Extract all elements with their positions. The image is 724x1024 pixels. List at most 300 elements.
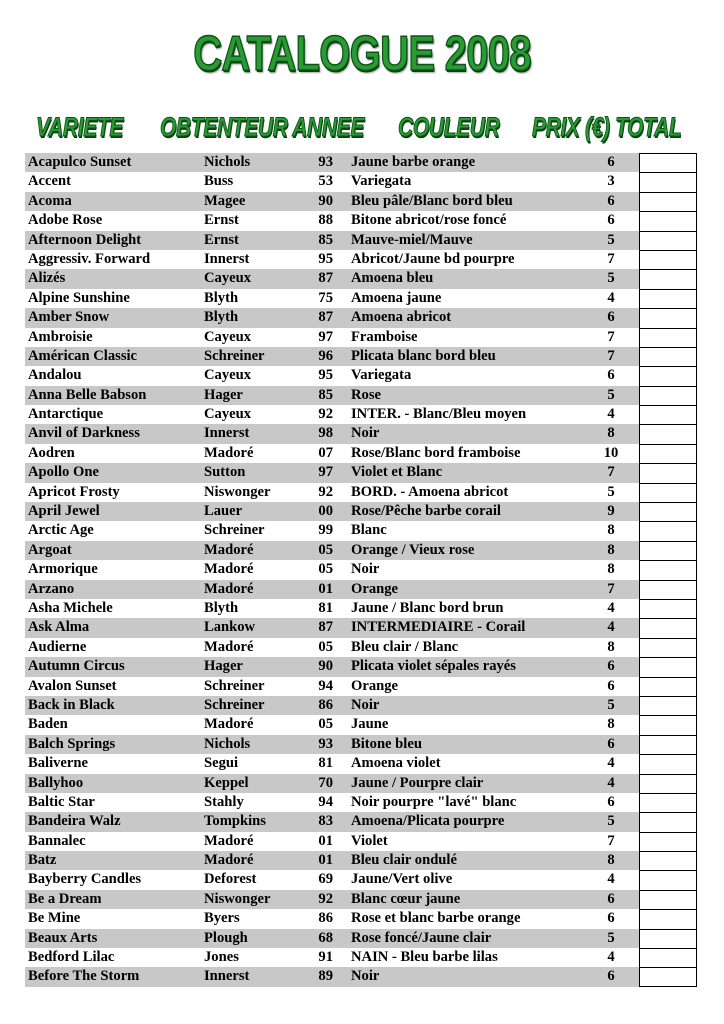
prix-cell: 4 <box>607 755 615 772</box>
variete-cell: Antarctique <box>28 406 104 423</box>
header-couleur: COULEUR <box>398 112 500 142</box>
prix-cell: 6 <box>607 890 615 907</box>
variete-cell: Andalou <box>28 367 82 384</box>
annee-cell: 90 <box>318 658 333 675</box>
variete-cell: Armorique <box>28 561 98 578</box>
couleur-cell: Violet <box>351 832 388 849</box>
couleur-cell: Blanc cœur jaune <box>351 890 461 907</box>
annee-cell: 01 <box>318 580 333 597</box>
variete-cell: Arctic Age <box>28 522 94 539</box>
annee-cell: 89 <box>318 968 333 985</box>
variete-cell: Batz <box>28 852 57 869</box>
annee-cell: 90 <box>318 192 333 209</box>
obtenteur-cell: Madoré <box>204 852 254 869</box>
obtenteur-cell: Lauer <box>204 503 243 520</box>
obtenteur-cell: Nichols <box>204 154 251 170</box>
prix-cell: 4 <box>607 289 615 306</box>
prix-cell: 5 <box>607 270 615 287</box>
prix-cell: 4 <box>607 774 615 791</box>
annee-cell: 01 <box>318 832 333 849</box>
total-input-box[interactable] <box>639 870 697 889</box>
variete-cell: Anvil of Darkness <box>28 425 140 442</box>
total-input-box[interactable] <box>639 560 697 579</box>
annee-cell: 91 <box>318 949 333 966</box>
couleur-cell: NAIN - Bleu barbe lilas <box>351 949 498 966</box>
prix-cell: 6 <box>607 154 615 170</box>
obtenteur-cell: Blyth <box>204 289 239 306</box>
table-row <box>25 172 699 191</box>
total-input-box[interactable] <box>639 444 697 463</box>
prix-cell: 5 <box>607 813 615 830</box>
total-input-box[interactable] <box>639 405 697 424</box>
obtenteur-cell: Keppel <box>204 774 249 791</box>
variete-cell: Ask Alma <box>28 619 90 636</box>
total-input-box[interactable] <box>639 929 697 948</box>
couleur-cell: Abricot/Jaune bd pourpre <box>351 250 515 267</box>
total-input-box[interactable] <box>639 909 697 928</box>
couleur-cell: Rose <box>351 386 381 403</box>
obtenteur-cell: Ernst <box>204 231 239 248</box>
couleur-cell: Bleu clair ondulé <box>351 852 457 869</box>
annee-cell: 88 <box>318 212 333 229</box>
annee-cell: 92 <box>318 406 333 423</box>
obtenteur-cell: Madoré <box>204 580 254 597</box>
obtenteur-cell: Schreiner <box>204 696 265 713</box>
table-row <box>25 812 699 831</box>
prix-cell: 6 <box>607 309 615 326</box>
annee-cell: 87 <box>318 270 333 287</box>
table-row <box>25 211 699 230</box>
table-row <box>25 541 699 560</box>
prix-cell: 10 <box>603 444 619 461</box>
annee-cell: 95 <box>318 250 333 267</box>
total-input-box[interactable] <box>639 192 697 211</box>
obtenteur-cell: Madoré <box>204 444 254 461</box>
couleur-cell: Orange / Vieux rose <box>351 541 475 558</box>
total-input-box[interactable] <box>639 890 697 909</box>
total-input-box[interactable] <box>639 754 697 773</box>
table-row <box>25 405 699 424</box>
table-row <box>25 638 699 657</box>
obtenteur-cell: Madoré <box>204 561 254 578</box>
annee-cell: 85 <box>318 386 333 403</box>
total-input-box[interactable] <box>639 250 697 269</box>
prix-cell: 6 <box>607 212 615 229</box>
catalogue-title: CATALOGUE 2008 <box>193 27 531 81</box>
annee-cell: 87 <box>318 619 333 636</box>
couleur-cell: Jaune / Pourpre clair <box>351 774 484 791</box>
total-input-box[interactable] <box>639 735 697 754</box>
total-input-box[interactable] <box>639 463 697 482</box>
total-input-box[interactable] <box>639 657 697 676</box>
prix-cell: 5 <box>607 929 615 946</box>
total-input-box[interactable] <box>639 832 697 851</box>
annee-cell: 86 <box>318 696 333 713</box>
prix-cell: 7 <box>607 464 615 481</box>
annee-cell: 00 <box>318 503 333 520</box>
annee-cell: 70 <box>318 774 333 791</box>
table-row <box>25 754 699 773</box>
variete-cell: Bedford Lilac <box>28 949 115 966</box>
obtenteur-cell: Sutton <box>204 464 246 481</box>
couleur-cell: Orange <box>351 677 399 694</box>
prix-cell: 8 <box>607 522 615 539</box>
table-row <box>25 735 699 754</box>
variete-cell: Back in Black <box>28 696 115 713</box>
annee-cell: 68 <box>318 929 333 946</box>
total-input-box[interactable] <box>639 289 697 308</box>
variete-cell: Baden <box>28 716 68 733</box>
table-row <box>25 386 699 405</box>
total-input-box[interactable] <box>639 793 697 812</box>
annee-cell: 92 <box>318 483 333 500</box>
total-input-box[interactable] <box>639 483 697 502</box>
variete-cell: Audierne <box>28 638 87 655</box>
obtenteur-cell: Plough <box>204 929 248 946</box>
table-row <box>25 308 699 327</box>
obtenteur-cell: Lankow <box>204 619 256 636</box>
total-input-box[interactable] <box>639 638 697 657</box>
obtenteur-cell: Blyth <box>204 309 239 326</box>
annee-cell: 81 <box>318 755 333 772</box>
total-input-box[interactable] <box>639 308 697 327</box>
obtenteur-cell: Hager <box>204 386 243 403</box>
annee-cell: 05 <box>318 638 333 655</box>
variete-cell: Adobe Rose <box>28 212 103 229</box>
annee-cell: 95 <box>318 367 333 384</box>
table-row <box>25 870 699 889</box>
annee-cell: 05 <box>318 561 333 578</box>
couleur-cell: Bleu pâle/Blanc bord bleu <box>351 192 513 209</box>
annee-cell: 81 <box>318 599 333 616</box>
variete-cell: Bandeira Walz <box>28 813 121 830</box>
annee-cell: 05 <box>318 541 333 558</box>
prix-cell: 8 <box>607 561 615 578</box>
annee-cell: 99 <box>318 522 333 539</box>
table-row <box>25 890 699 909</box>
header-prix-total: PRIX (€) TOTAL <box>532 112 682 142</box>
prix-cell: 8 <box>607 638 615 655</box>
annee-cell: 85 <box>318 231 333 248</box>
total-input-box[interactable] <box>639 599 697 618</box>
couleur-cell: Blanc <box>351 522 387 539</box>
variete-cell: Anna Belle Babson <box>28 386 147 403</box>
annee-cell: 05 <box>318 716 333 733</box>
prix-cell: 6 <box>607 658 615 675</box>
annee-cell: 97 <box>318 464 333 481</box>
table-row <box>25 289 699 308</box>
table-row <box>25 521 699 540</box>
variete-cell: Asha Michele <box>28 599 113 616</box>
couleur-cell: Variegata <box>351 173 412 190</box>
total-input-box[interactable] <box>639 347 697 366</box>
table-row <box>25 269 699 288</box>
total-input-box[interactable] <box>639 677 697 696</box>
variete-cell: Argoat <box>28 541 72 558</box>
total-input-box[interactable] <box>639 812 697 831</box>
obtenteur-cell: Ernst <box>204 212 239 229</box>
total-input-box[interactable] <box>639 580 697 599</box>
table-row <box>25 328 699 347</box>
obtenteur-cell: Cayeux <box>204 328 252 345</box>
obtenteur-cell: Schreiner <box>204 347 265 364</box>
annee-cell: 93 <box>318 735 333 752</box>
annee-cell: 93 <box>318 154 333 170</box>
obtenteur-cell: Tompkins <box>204 813 266 830</box>
couleur-cell: Noir <box>351 696 380 713</box>
couleur-cell: Amoena jaune <box>351 289 442 306</box>
variete-cell: Baltic Star <box>28 793 95 810</box>
couleur-cell: Violet et Blanc <box>351 464 443 481</box>
couleur-cell: Amoena abricot <box>351 309 452 326</box>
annee-cell: 83 <box>318 813 333 830</box>
total-input-box[interactable] <box>639 502 697 521</box>
prix-cell: 5 <box>607 231 615 248</box>
variete-cell: Alpine Sunshine <box>28 289 130 306</box>
obtenteur-cell: Blyth <box>204 599 239 616</box>
prix-cell: 8 <box>607 541 615 558</box>
prix-cell: 5 <box>607 386 615 403</box>
obtenteur-cell: Cayeux <box>204 270 252 287</box>
couleur-cell: Jaune barbe orange <box>351 154 476 170</box>
prix-cell: 7 <box>607 832 615 849</box>
table-row <box>25 347 699 366</box>
couleur-cell: Amoena/Plicata pourpre <box>351 813 505 830</box>
obtenteur-cell: Jones <box>204 949 239 966</box>
obtenteur-cell: Buss <box>204 173 234 190</box>
couleur-cell: Framboise <box>351 328 418 345</box>
obtenteur-cell: Madoré <box>204 716 254 733</box>
prix-cell: 4 <box>607 949 615 966</box>
table-row <box>25 444 699 463</box>
variete-cell: Beaux Arts <box>28 929 98 946</box>
annee-cell: 07 <box>318 444 333 461</box>
total-input-box[interactable] <box>639 948 697 967</box>
variete-cell: Apricot Frosty <box>28 483 120 500</box>
annee-cell: 87 <box>318 309 333 326</box>
total-input-box[interactable] <box>639 774 697 793</box>
table-row <box>25 929 699 948</box>
prix-cell: 4 <box>607 871 615 888</box>
total-input-box[interactable] <box>639 521 697 540</box>
obtenteur-cell: Magee <box>204 192 246 209</box>
total-input-box[interactable] <box>639 696 697 715</box>
obtenteur-cell: Cayeux <box>204 406 252 423</box>
table-row <box>25 657 699 676</box>
table-row <box>25 715 699 734</box>
prix-cell: 3 <box>607 173 615 190</box>
variete-cell: Alizés <box>28 270 66 287</box>
couleur-cell: Noir <box>351 968 380 985</box>
couleur-cell: BORD. - Amoena abricot <box>351 483 509 500</box>
annee-cell: 92 <box>318 890 333 907</box>
prix-cell: 7 <box>607 328 615 345</box>
obtenteur-cell: Niswonger <box>204 483 271 500</box>
obtenteur-cell: Madoré <box>204 638 254 655</box>
total-input-box[interactable] <box>639 328 697 347</box>
annee-cell: 86 <box>318 910 333 927</box>
total-input-box[interactable] <box>639 541 697 560</box>
obtenteur-cell: Cayeux <box>204 367 252 384</box>
table-row <box>25 774 699 793</box>
prix-cell: 9 <box>607 503 615 520</box>
annee-cell: 98 <box>318 425 333 442</box>
total-input-box[interactable] <box>639 269 697 288</box>
obtenteur-cell: Niswonger <box>204 890 271 907</box>
annee-cell: 75 <box>318 289 333 306</box>
annee-cell: 94 <box>318 793 333 810</box>
table-row <box>25 153 699 172</box>
annee-cell: 53 <box>318 173 333 190</box>
couleur-cell: Bleu clair / Blanc <box>351 638 459 655</box>
annee-cell: 69 <box>318 871 333 888</box>
variete-cell: Balch Springs <box>28 735 116 752</box>
total-input-box[interactable] <box>639 386 697 405</box>
couleur-cell: Noir <box>351 561 380 578</box>
couleur-cell: Bitone abricot/rose foncé <box>351 212 507 229</box>
annee-cell: 96 <box>318 347 333 364</box>
annee-cell: 01 <box>318 852 333 869</box>
variete-cell: Acoma <box>28 192 72 209</box>
prix-cell: 5 <box>607 483 615 500</box>
obtenteur-cell: Stahly <box>204 793 244 810</box>
table-row <box>25 599 699 618</box>
couleur-cell: INTERMEDIAIRE - Corail <box>351 619 526 636</box>
prix-cell: 7 <box>607 250 615 267</box>
header-obtenteur-annee: OBTENTEUR ANNEE <box>160 112 364 142</box>
variete-cell: Apollo One <box>28 464 99 481</box>
variete-cell: Américan Classic <box>28 347 138 364</box>
table-row <box>25 677 699 696</box>
table-row <box>25 424 699 443</box>
variete-cell: Avalon Sunset <box>28 677 117 694</box>
obtenteur-cell: Segui <box>204 755 239 772</box>
obtenteur-cell: Schreiner <box>204 522 265 539</box>
table-row <box>25 793 699 812</box>
table-row <box>25 851 699 870</box>
prix-cell: 5 <box>607 696 615 713</box>
couleur-cell: Orange <box>351 580 399 597</box>
variete-cell: Arzano <box>28 580 75 597</box>
total-input-box[interactable] <box>639 211 697 230</box>
variete-cell: Acapulco Sunset <box>28 154 132 170</box>
variete-cell: April Jewel <box>28 503 100 520</box>
table-row <box>25 560 699 579</box>
couleur-cell: Noir <box>351 425 380 442</box>
table-row <box>25 192 699 211</box>
annee-cell: 94 <box>318 677 333 694</box>
prix-cell: 8 <box>607 852 615 869</box>
variete-cell: Autumn Circus <box>28 658 125 675</box>
couleur-cell: INTER. - Blanc/Bleu moyen <box>351 406 527 423</box>
couleur-cell: Amoena bleu <box>351 270 434 287</box>
variete-cell: Bannalec <box>28 832 86 849</box>
total-input-box[interactable] <box>639 231 697 250</box>
prix-cell: 6 <box>607 367 615 384</box>
obtenteur-cell: Byers <box>204 910 240 927</box>
obtenteur-cell: Hager <box>204 658 243 675</box>
obtenteur-cell: Deforest <box>204 871 257 888</box>
prix-cell: 8 <box>607 425 615 442</box>
total-input-box[interactable] <box>639 715 697 734</box>
prix-cell: 6 <box>607 677 615 694</box>
header-variete: VARIETE <box>36 112 123 142</box>
obtenteur-cell: Innerst <box>204 968 250 985</box>
table-row <box>25 483 699 502</box>
couleur-cell: Variegata <box>351 367 412 384</box>
couleur-cell: Jaune / Blanc bord brun <box>351 599 504 616</box>
table-row <box>25 618 699 637</box>
prix-cell: 4 <box>607 619 615 636</box>
total-input-box[interactable] <box>639 618 697 637</box>
table-row <box>25 463 699 482</box>
couleur-cell: Jaune <box>351 716 389 733</box>
couleur-cell: Amoena violet <box>351 755 441 772</box>
table-row <box>25 502 699 521</box>
table-row <box>25 909 699 928</box>
total-input-box[interactable] <box>639 851 697 870</box>
table-row <box>25 948 699 967</box>
variete-cell: Ballyhoo <box>28 774 84 791</box>
table-row <box>25 231 699 250</box>
couleur-cell: Mauve-miel/Mauve <box>351 231 473 248</box>
prix-cell: 6 <box>607 192 615 209</box>
total-input-box[interactable] <box>639 366 697 385</box>
variete-cell: Baliverne <box>28 755 88 772</box>
prix-cell: 7 <box>607 347 615 364</box>
prix-cell: 6 <box>607 793 615 810</box>
table-row <box>25 580 699 599</box>
variete-cell: Be a Dream <box>28 890 102 907</box>
variete-cell: Be Mine <box>28 910 81 927</box>
variete-cell: Accent <box>28 173 71 190</box>
variete-cell: Amber Snow <box>28 309 110 326</box>
variete-cell: Ambroisie <box>28 328 93 345</box>
prix-cell: 4 <box>607 599 615 616</box>
couleur-cell: Noir pourpre "lavé" blanc <box>351 793 517 810</box>
prix-cell: 6 <box>607 968 615 985</box>
obtenteur-cell: Madoré <box>204 832 254 849</box>
variete-cell: Aodren <box>28 444 75 461</box>
catalogue-table <box>25 153 699 987</box>
obtenteur-cell: Madoré <box>204 541 254 558</box>
table-row <box>25 696 699 715</box>
variete-cell: Aggressiv. Forward <box>28 250 151 267</box>
table-row <box>25 967 699 986</box>
total-input-box[interactable] <box>639 424 697 443</box>
total-input-box[interactable] <box>639 153 697 172</box>
table-row <box>25 366 699 385</box>
prix-cell: 6 <box>607 735 615 752</box>
prix-cell: 6 <box>607 910 615 927</box>
variete-cell: Before The Storm <box>28 968 140 985</box>
annee-cell: 97 <box>318 328 333 345</box>
variete-cell: Bayberry Candles <box>28 871 142 888</box>
total-input-box[interactable] <box>639 172 697 191</box>
obtenteur-cell: Innerst <box>204 425 250 442</box>
couleur-cell: Rose foncé/Jaune clair <box>351 929 492 946</box>
couleur-cell: Bitone bleu <box>351 735 422 752</box>
couleur-cell: Plicata violet sépales rayés <box>351 658 516 675</box>
total-input-box[interactable] <box>639 967 697 986</box>
couleur-cell: Rose et blanc barbe orange <box>351 910 521 927</box>
prix-cell: 4 <box>607 406 615 423</box>
couleur-cell: Plicata blanc bord bleu <box>351 347 496 364</box>
table-row <box>25 832 699 851</box>
obtenteur-cell: Schreiner <box>204 677 265 694</box>
obtenteur-cell: Innerst <box>204 250 250 267</box>
couleur-cell: Rose/Pêche barbe corail <box>351 503 501 520</box>
